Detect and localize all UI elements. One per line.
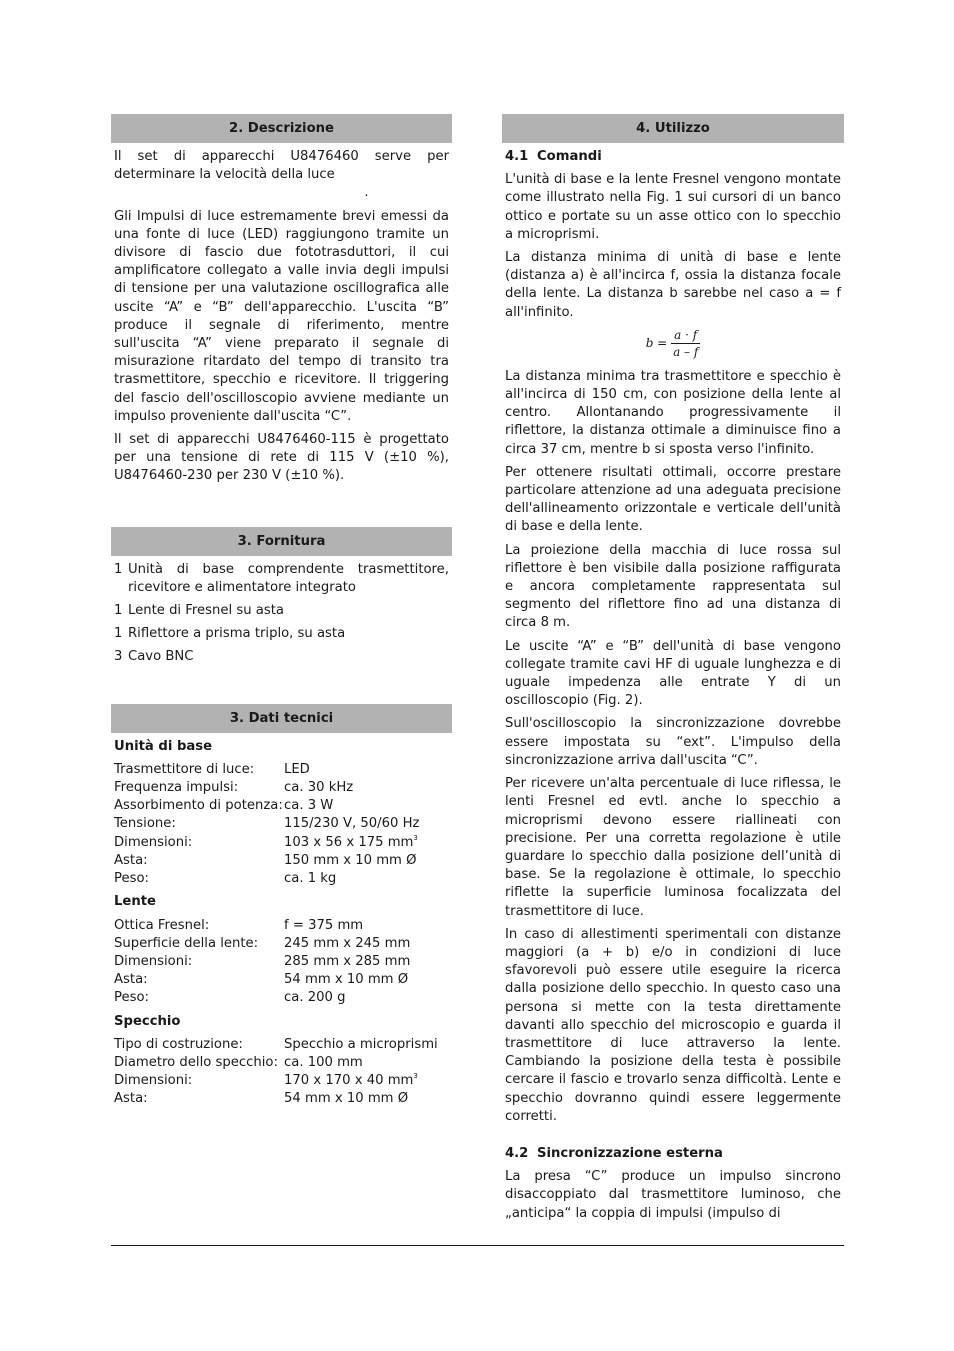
spec-group-base xyxy=(114,761,449,888)
utilizzo-paragraph-6: Le uscite “A” e “B” dell'unità di base vengono collegate tramite cavi HF di uguale lunghezza e di uguale impedenza alle entrate Y di un oscilloscopio (Fig. 2). xyxy=(505,638,841,709)
formula xyxy=(505,327,841,360)
spec-row: Trasmettitore di luce: LED xyxy=(114,761,310,777)
spec-group-lente xyxy=(114,917,449,1008)
formula-denominator: a – f xyxy=(673,344,699,359)
spec-row: Ottica Fresnel: f = 375 mm xyxy=(114,917,364,933)
spec-row: Frequenza impulsi: ca. 30 kHz xyxy=(114,780,354,796)
dati-tecnici xyxy=(111,738,452,1109)
utilizzo-paragraph-3: La distanza minima tra trasmettitore e specchio è all'incirca di 150 cm, con posizione della lente al centro. Allontanando progressivamente il riflettore, la distanza ottimale a diminuisce fino a circa 37 cm, mentre b si sposta verso l'infinito. xyxy=(505,368,841,457)
spec-row: Asta: 54 mm x 10 mm Ø xyxy=(114,1091,409,1107)
utilizzo-paragraph-7: Sull'oscilloscopio la sincronizzazione dovrebbe essere impostata su “ext”. L'impulso della sincronizzazione arriva dall'uscita “C”. xyxy=(505,716,841,768)
formula-fraction xyxy=(671,327,700,360)
subsection-heading-comandi: 4.1 Comandi xyxy=(505,149,602,164)
right-column xyxy=(502,114,844,1228)
footer-rule xyxy=(111,1245,844,1246)
list-item: 1 Unità di base comprendente trasmettitore, ricevitore e alimentatore integrato xyxy=(114,561,449,595)
section-heading-descrizione: 2. Descrizione xyxy=(111,114,452,143)
descrizione-paragraph-2: Gli Impulsi di luce estremamente brevi emessi da una fonte di luce (LED) raggiungono tramite un divisore di fascio due fototrasduttori, il cui amplificatore collegato a valle invia degli impulsi di tensione per una valutazione oscillografica alle uscite “A” e “B” dell'apparecchio. L'uscita “B” produce il segnale di riferimento, mentre sull'uscita “A” viene preparato il segnale di misurazione ritardato del tempo di transito tra trasmettitore, specchio e ricevitore. Il triggering del fascio dell'oscilloscopio avviene mediante un impulso proveniente dall'uscita “C”. xyxy=(114,208,449,424)
spec-row: Tipo di costruzione: Specchio a microprismi xyxy=(114,1036,438,1052)
spec-row: Tensione: 115/230 V, 50/60 Hz xyxy=(114,816,420,832)
list-item: 1 Riflettore a prisma triplo, su asta xyxy=(114,626,346,642)
left-column xyxy=(111,114,452,1114)
section-heading-fornitura: 3. Fornitura xyxy=(111,527,452,556)
spec-row: Superficie della lente: 245 mm x 245 mm xyxy=(114,935,411,951)
utilizzo-paragraph-4: Per ottenere risultati ottimali, occorre prestare particolare attenzione ad una adeguata precisione dell'allineamento orizzontale e verticale dell'unità di base e della lente. xyxy=(505,464,841,535)
spec-row: Peso: ca. 200 g xyxy=(114,990,346,1006)
list-item: 1 Lente di Fresnel su asta xyxy=(114,603,284,619)
descrizione-paragraph-1-tail: . xyxy=(364,185,369,201)
subheading-lente: Lente xyxy=(114,894,156,910)
subheading-specchio: Specchio xyxy=(114,1013,181,1029)
spec-group-specchio xyxy=(114,1036,449,1109)
spec-row: Dimensioni: 103 x 56 x 175 $mm^3$ xyxy=(114,833,418,850)
spec-row: Assorbimento di potenza: ca. 3 W xyxy=(114,798,334,814)
spec-row: Dimensioni: 170 x 170 x 40 $mm^3$ xyxy=(114,1072,418,1089)
fornitura-list xyxy=(111,561,452,667)
descrizione-paragraph-1: Il set di apparecchi U8476460 serve per determinare la velocità della luce . xyxy=(114,148,449,203)
section-heading-dati-tecnici: 3. Dati tecnici xyxy=(111,704,452,733)
utilizzo-paragraph-5: La proiezione della macchia di luce rossa sul riflettore è ben visibile dalla posizione raffigurata e ancora completamente rappresentata sul segmento del riflettore fino ad una distanza di circa 8 m. xyxy=(505,542,841,631)
section-heading-utilizzo: 4. Utilizzo xyxy=(502,114,844,143)
utilizzo-paragraph-10: La presa “C” produce un impulso sincrono disaccoppiato dal trasmettitore luminoso, che „anticipa“ la coppia di impulsi (impulso di xyxy=(505,1169,841,1221)
formula-numerator: a · f xyxy=(671,327,700,344)
spec-row: Dimensioni: 285 mm x 285 mm xyxy=(114,953,411,969)
utilizzo-paragraph-1: L'unità di base e la lente Fresnel vengono montate come illustrato nella Fig. 1 sui cursori di un banco ottico e portate su un asse ottico con lo specchio a microprismi. xyxy=(505,172,841,242)
spec-row: Peso: ca. 1 kg xyxy=(114,871,337,887)
spec-row: Diametro dello specchio: ca. 100 mm xyxy=(114,1054,363,1070)
list-item: 3 Cavo BNC xyxy=(114,649,194,665)
utilizzo-paragraph-9: In caso di allestimenti sperimentali con distanze maggiori (a + b) e/o in condizioni di luce sfavorevoli può essere utile eseguire la ricerca dalla posizione dello specchio. In questo caso una persona si mette con la testa direttamente davanti allo specchio del microscopio e guarda il trasmettitore di luce attraverso la lente. Cambiando la posizione della testa è possibile cercare il fascio e trovarlo senza difficoltà. Lente e specchio dovranno quindi essere leggermente corretti. xyxy=(505,926,841,1124)
formula-lhs: b = xyxy=(645,335,668,350)
subsection-heading-sincronizzazione: 4.2 Sincronizzazione esterna xyxy=(505,1145,723,1161)
spec-row: Asta: 54 mm x 10 mm Ø xyxy=(114,972,409,988)
spec-row: Asta: 150 mm x 10 mm Ø xyxy=(114,852,417,868)
subheading-unita-di-base: Unità di base xyxy=(114,738,213,754)
utilizzo-paragraph-2: La distanza minima di unità di base e lente (distanza a) è all'incirca f, ossia la distanza focale della lente. La distanza b sarebbe nel caso a = f all'infinito. xyxy=(505,250,841,320)
descrizione-paragraph-3: Il set di apparecchi U8476460-115 è progettato per una tensione di rete di 115 V (±10 %), U8476460-230 per 230 V (±10 %). xyxy=(114,432,449,484)
utilizzo-paragraph-8: Per ricevere un'alta percentuale di luce riflessa, le lenti Fresnel ed evtl. anche lo specchio a microprismi devono essere riallineati con precisione. Per una corretta regolazione è utile guardare lo specchio dalla posizione dell’unità di base. Se la regolazione è ottimale, lo specchio riflette la superficie luminosa focalizzata del trasmettitore di luce. xyxy=(505,776,841,919)
